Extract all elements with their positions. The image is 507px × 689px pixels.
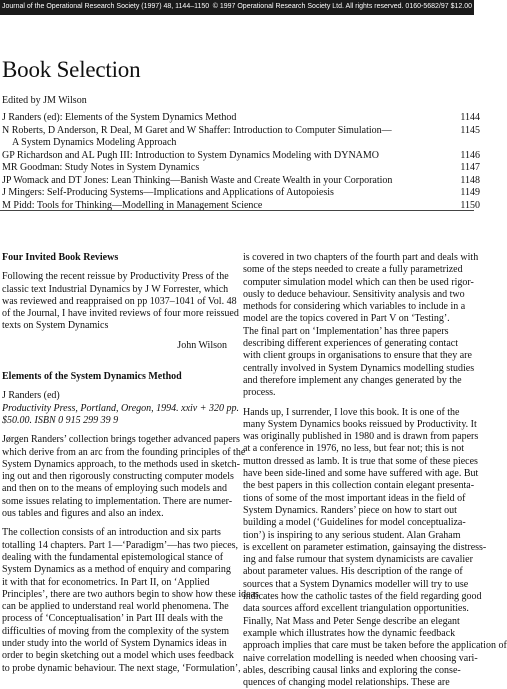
review-heading: Elements of the System Dynamics Method (2, 371, 182, 383)
text-line: Productivity Press, Portland, Oregon, 1994. xxiv + 320 pp. (2, 402, 239, 414)
text-line: difficulties of moving from the complexity of the system (2, 625, 229, 637)
section-divider (0, 210, 474, 211)
left-column (2, 252, 259, 675)
text-line: the best papers in this collection contain elegant presenta- (243, 480, 475, 492)
text-line: which derive from an arc from the founding principles of the (2, 446, 246, 458)
text-line: ing and false rumour that system dynamicists are cavalier (243, 554, 473, 566)
text-line: mutton dressed as lamb. It is true that some of these pieces (243, 455, 478, 467)
toc-entry[interactable] (2, 187, 480, 200)
editor-line: Edited by JM Wilson (2, 95, 87, 106)
text-line: it with that for econometrics. In Part II, on ‘Applied (2, 576, 210, 588)
text-line: with client groups in organisations to ensure that they are (243, 350, 472, 362)
text-line: sources that a System Dynamics modeller will try to use (243, 578, 469, 590)
text-line: many System Dynamics books reissued by Productivity. It (243, 418, 477, 430)
text-line: centrally involved in System Dynamics modelling studies (243, 362, 475, 374)
text-line: some of the steps needed to create a fully parametrized (243, 264, 463, 276)
text-line: process of ‘Conceptualisation’ in Part III deals with the (2, 613, 223, 625)
toc-entry[interactable] (2, 162, 480, 175)
right-column (243, 252, 507, 689)
text-line: naive correlation modelling is needed when choosing vari- (243, 652, 478, 664)
toc-page-number: 1148 (460, 174, 480, 186)
text-line: can be applied to understand real world phenomena. The (2, 601, 229, 613)
text-line: texts on System Dynamics (2, 320, 109, 332)
text-line: of the Journal, I have invited reviews of four more reissued (2, 308, 239, 320)
toc-page-number: 1146 (460, 149, 480, 161)
text-line: dealing with the fundamental epistemological stance of (2, 551, 224, 563)
review-paragraph-2 (2, 527, 259, 675)
text-line: was originally published in 1980 and is drawn from papers (243, 431, 479, 443)
text-line: $50.00. ISBN 0 915 299 39 9 (2, 414, 119, 426)
text-line: about parameter values. His description of the range of (243, 566, 463, 578)
text-line: example which illustrates how the dynamic feedback (243, 627, 456, 639)
text-line: tion’) is inspiring to any serious student. Alan Graham (243, 529, 461, 541)
text-line: to probe dynamic behaviour. The next stage, ‘Formulation’, (2, 662, 241, 674)
toc-entry-title: J Mingers: Self-Producing Systems—Implications and Applications of Autopoiesis (2, 187, 334, 198)
text-line: Hands up, I surrender, I love this book. It is one of the (243, 406, 460, 418)
text-line: model are the topics covered in Part V on ‘Testing’. (243, 313, 450, 325)
toc-page-number: 1145 (460, 124, 480, 136)
text-line: System Dynamics approach, to the methods used in sketch- (2, 458, 241, 470)
text-line: process. (243, 387, 276, 399)
text-line: System Dynamics as a method of enquiry and comparing (2, 564, 231, 576)
text-line: approach implies that care must be taken before the application of (243, 640, 507, 652)
toc-entry-title: MR Goodman: Study Notes in System Dynamics (2, 162, 200, 173)
running-head-copyright: © 1997 Operational Research Society Ltd. All rights reserved. 0160-5682/97 $12.00 (212, 3, 472, 10)
text-line: Jørgen Randers’ collection brings together advanced papers (2, 434, 240, 446)
section-title: Book Selection (2, 57, 141, 82)
text-line: order to begin sketching out a model which uses feedback (2, 650, 234, 662)
text-line: quences of changing model relationships. These are (243, 677, 450, 689)
text-line: some issues relating to implementation. There are numer- (2, 495, 233, 507)
intro-heading: Four Invited Book Reviews (2, 252, 119, 263)
toc-entry[interactable] (2, 112, 480, 125)
toc-page-number: 1150 (460, 199, 480, 211)
text-line: Principles’, there are two authors begin to show how these ideas (2, 588, 259, 600)
text-line: indicates how the catholic tastes of the field regarding good (243, 591, 482, 603)
text-line: ables, describing causal links and exploring the conse- (243, 664, 461, 676)
toc-entry-title: J Randers (ed): Elements of the System Dynamics Method (2, 112, 237, 123)
text-line: tions of some of the most important ideas in the field of (243, 492, 466, 504)
toc-page-number: 1149 (460, 187, 480, 198)
intro-signature: John Wilson (177, 339, 227, 351)
toc-entry-continuation: A System Dynamics Modeling Approach (12, 137, 177, 148)
text-line: building a model (‘Guidelines for model conceptualiza- (243, 517, 466, 529)
toc-entry[interactable] (2, 149, 480, 163)
text-line: and then on to the means of employing such models and (2, 483, 227, 495)
text-line: data sources afford excellent triangulation opportunities. (243, 603, 469, 615)
running-head-citation: Journal of the Operational Research Society (1997) 48, 1144–1150 (2, 3, 210, 10)
text-line: is excellent on parameter estimation, gainsaying the distress- (243, 541, 487, 553)
intro-paragraph (2, 271, 239, 332)
text-line: at a conference in 1976, no less, but fear not; this is not (243, 443, 465, 455)
text-line: methods for considering which variables to include in a (243, 301, 466, 313)
review-paragraph-1 (2, 434, 246, 520)
text-line: The final part on ‘Implementation’ has three papers (243, 325, 449, 337)
toc-entry-title: N Roberts, D Anderson, R Deal, M Garet and W Shaffer: Introduction to Computer Simulation— (2, 124, 392, 136)
review-editor: J Randers (ed) (2, 390, 60, 402)
review-publisher (2, 402, 239, 428)
toc-entry-title: GP Richardson and AL Pugh III: Introduction to System Dynamics Modeling with DYNAMO (2, 149, 380, 161)
right-paragraph-2 (243, 406, 507, 689)
text-line: describing different experiences of generating contact (243, 338, 458, 350)
toc-entry[interactable] (2, 174, 480, 188)
toc-entry-title: M Pidd: Tools for Thinking—Modelling in Management Science (2, 199, 263, 211)
text-line: ing out and then rigorously constructing computer models (2, 471, 234, 483)
text-line: was reviewed and reappraised on pp 1037–1041 of Vol. 48 (2, 295, 237, 307)
table-of-contents (2, 112, 480, 212)
text-line: computer simulation model which can then be used rigor- (243, 276, 474, 288)
running-head (0, 0, 474, 15)
text-line: The collection consists of an introduction and six parts (2, 527, 221, 539)
text-line: classic text Industrial Dynamics by J W Forrester, which (2, 283, 229, 295)
text-line: totalling 14 chapters. Part 1—‘Paradigm’—has two pieces, (2, 539, 239, 551)
toc-page-number: 1144 (460, 112, 480, 123)
text-line: under study into the world of System Dynamics ideas in (2, 638, 227, 650)
toc-entry-title: JP Womack and DT Jones: Lean Thinking—Banish Waste and Create Wealth in your Corporation (2, 174, 393, 186)
toc-entry[interactable] (2, 124, 480, 150)
text-line: ous tables and figures and also an index. (2, 508, 164, 520)
text-line: Finally, Nat Mass and Peter Senge describe an elegant (243, 615, 460, 627)
right-paragraph-1 (243, 252, 483, 400)
text-line: have been side-lined and some have suffered with age. But (243, 468, 479, 480)
toc-page-number: 1147 (460, 162, 480, 173)
text-line: System Dynamics. Randers’ piece on how to start out (243, 504, 457, 516)
text-line: Following the recent reissue by Productivity Press of the (2, 271, 229, 283)
text-line: is covered in two chapters of the fourth part and deals with (243, 252, 479, 263)
text-line: ously to deduce behaviour. Sensitivity analysis and two (243, 288, 465, 300)
text-line: and therefore implement any changes generated by the (243, 374, 462, 386)
